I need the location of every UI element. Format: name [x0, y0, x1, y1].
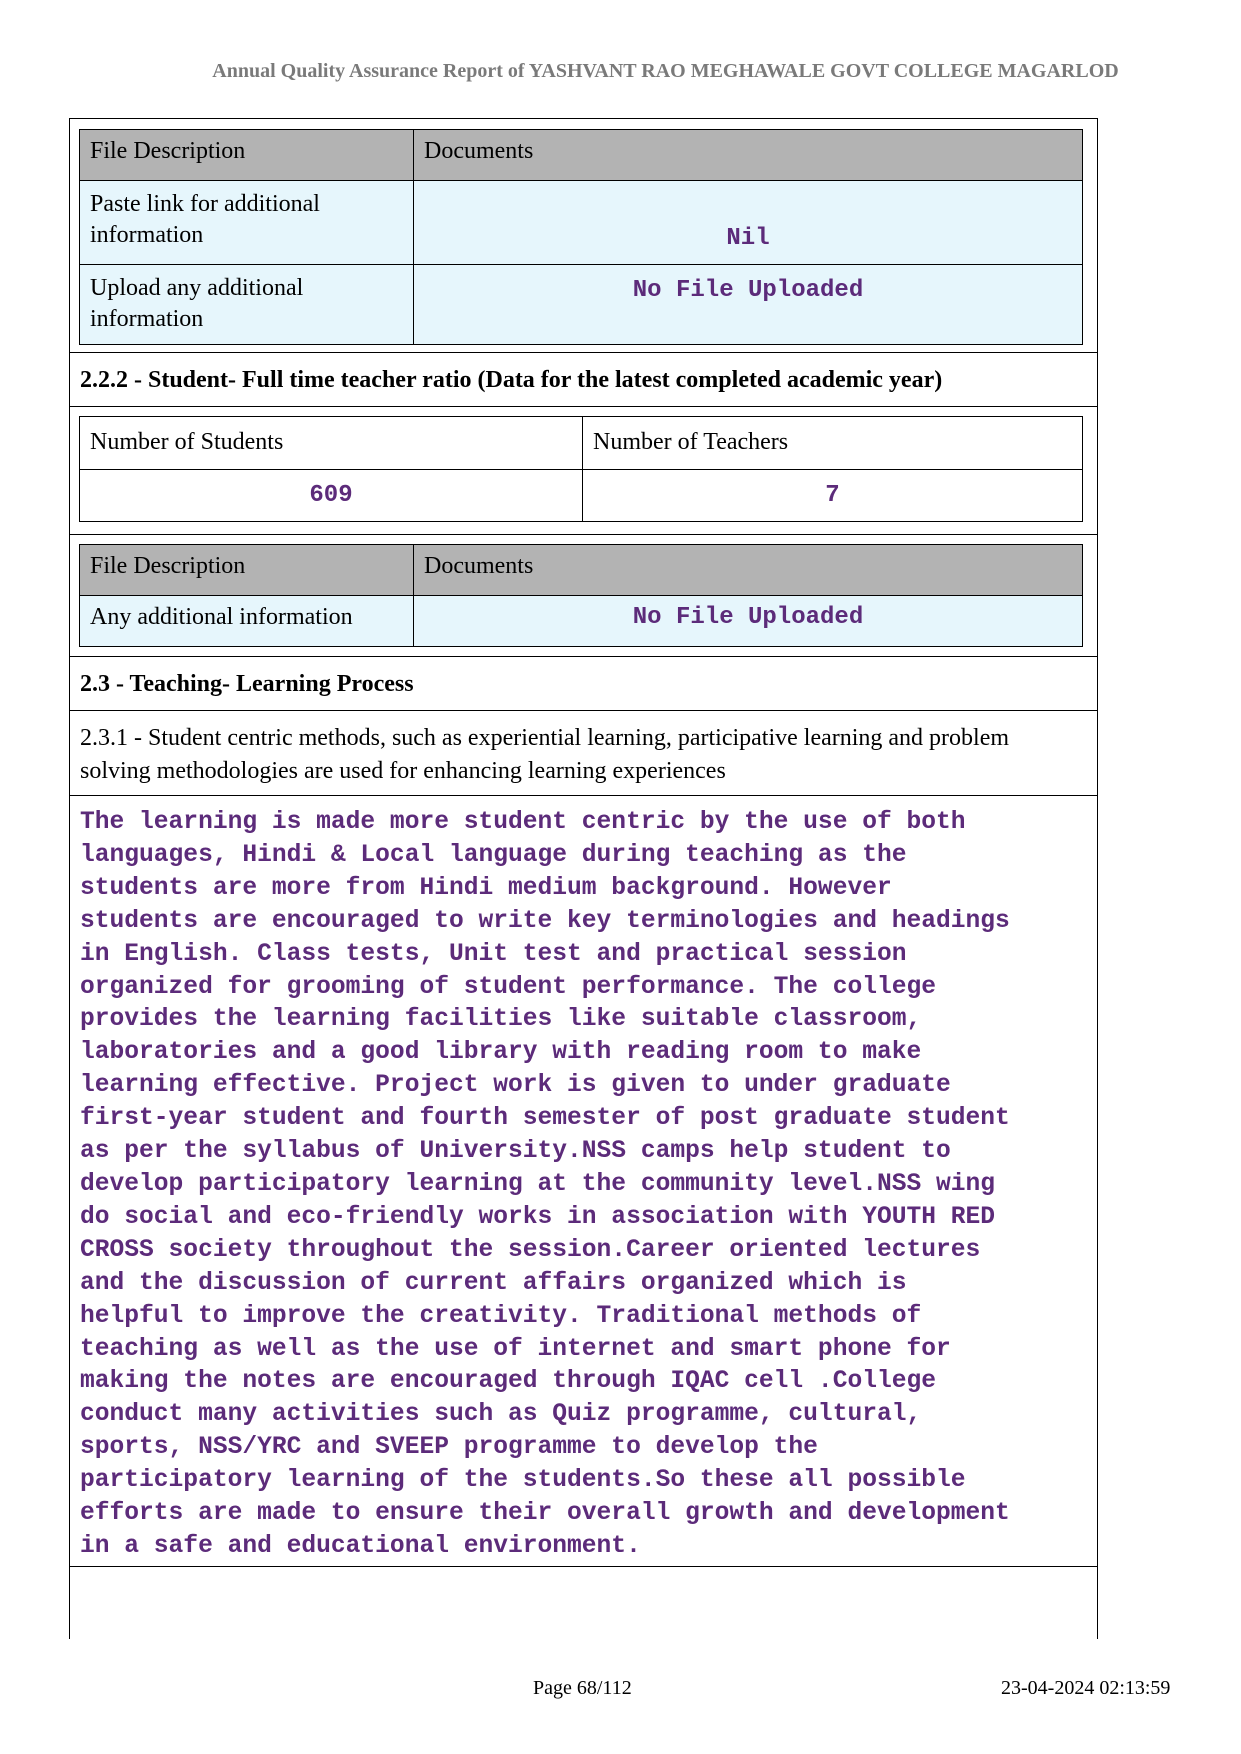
timestamp: 23-04-2024 02:13:59: [1001, 1677, 1171, 1699]
col-documents: Documents: [414, 130, 1083, 181]
col-file-description: File Description: [80, 545, 414, 596]
number-of-teachers-label: Number of Teachers: [583, 417, 1083, 470]
col-file-description: File Description: [80, 130, 414, 181]
section-2-2-2-title: 2.2.2 - Student- Full time teacher ratio (Data for the latest completed academic year): [80, 367, 943, 393]
row-desc: Any additional information: [80, 596, 414, 647]
row-desc: Upload any additional information: [80, 265, 414, 345]
page-number: Page 68/112: [533, 1677, 632, 1699]
answer-2-3-1: The learning is made more student centric by the use of both languages, Hindi & Local language during teaching as the students are more from Hindi medium background. However students are encouraged to write key terminologies and headings in English. Class tests, Unit test and practical session organized for grooming of student performance. The college provides the learning facilities like suitable classroom, laboratories and a good library with reading room to make learning effective. Project work is given to under graduate first-year student and fourth semester of post graduate student as per the syllabus of University.NSS camps help student to develop participatory learning at the community level.NSS wing do social and eco-friendly works in association with YOUTH RED CROSS society throughout the session.Career oriented lectures and the discussion of current affairs organized which is helpful to improve the creativity. Traditional methods of teaching as well as the use of internet and smart phone for making the notes are encouraged through IQAC cell .College conduct many activities such as Quiz programme, cultural, sports, NSS/YRC and SVEEP programme to develop the participatory learning of the students.So these all possible efforts are made to ensure their overall growth and development in a safe and educational environment.: [80, 809, 1010, 1560]
row-desc: Paste link for additional information: [80, 181, 414, 265]
col-documents: Documents: [414, 545, 1083, 596]
number-of-students-value: 609: [80, 470, 583, 522]
row-doc-upload: No File Uploaded: [414, 596, 1083, 647]
file-description-table-2: [79, 544, 1083, 647]
report-header: Annual Quality Assurance Report of YASHVANT RAO MEGHAWALE GOVT COLLEGE MAGARLOD: [212, 60, 1119, 82]
student-teacher-ratio-table: [79, 416, 1083, 522]
row-doc-upload: No File Uploaded: [414, 265, 1083, 345]
number-of-students-label: Number of Students: [80, 417, 583, 470]
question-2-3-1: 2.3.1 - Student centric methods, such as experiential learning, participative learning and problem solving methodologies are used for enhancing learning experiences: [80, 725, 1010, 784]
row-doc-nil: Nil: [414, 181, 1083, 265]
section-2-3-title: 2.3 - Teaching- Learning Process: [80, 671, 414, 697]
file-description-table-1: [79, 129, 1083, 345]
number-of-teachers-value: 7: [583, 470, 1083, 522]
document-frame: [69, 118, 1098, 1639]
